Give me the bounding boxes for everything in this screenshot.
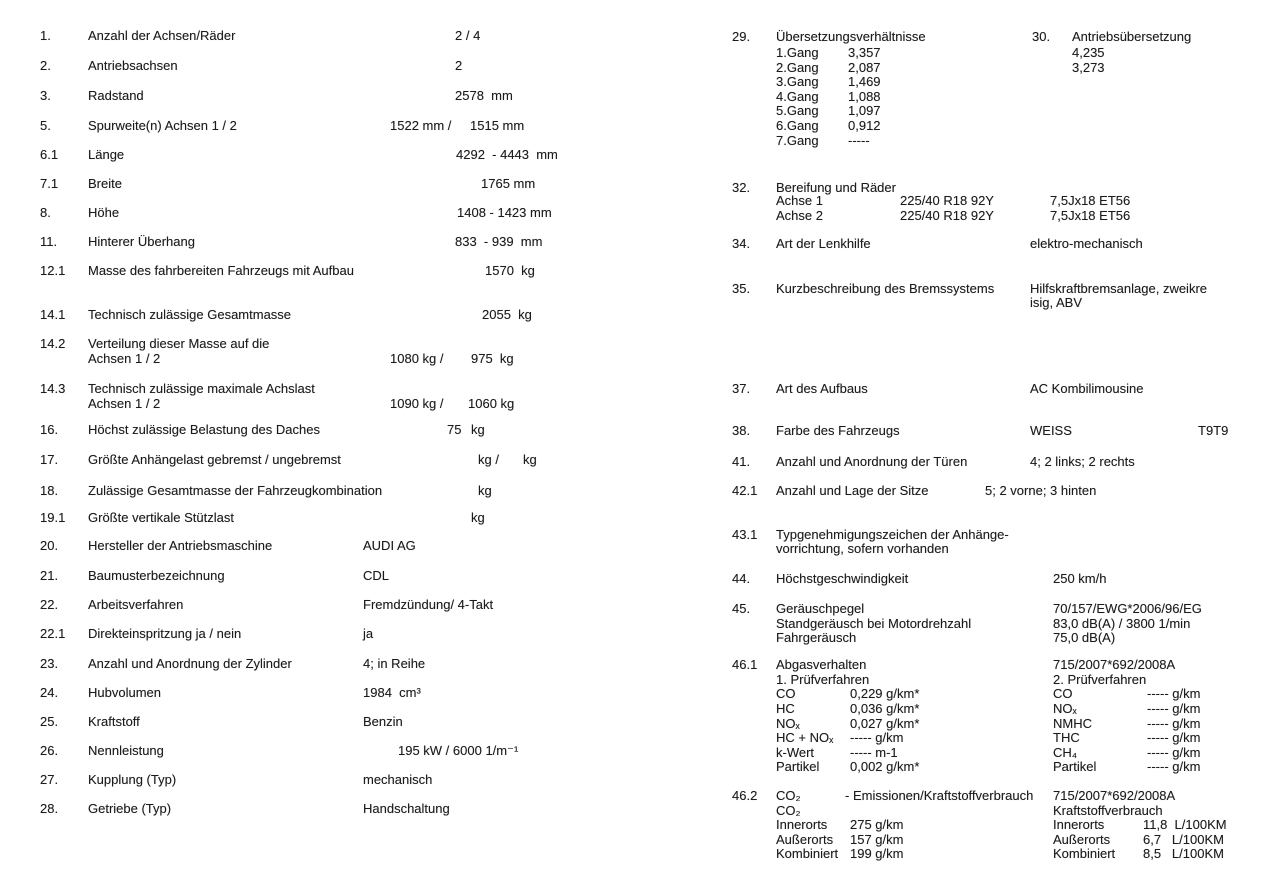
rim-spec: 7,5Jx18 ET56 (1050, 208, 1131, 223)
row-number: 41. (732, 454, 751, 469)
row-label: Kraftstoff (88, 714, 140, 729)
row-value: ja (363, 626, 374, 641)
co2-value: 157 g/km (850, 832, 904, 847)
emission-label: THC (1053, 730, 1080, 745)
row-value: Hilfskraftbremsanlage, zweikre (1030, 281, 1208, 296)
regulation-code: 715/2007*692/2008A (1053, 788, 1176, 803)
row-number: 7.1 (40, 176, 59, 191)
emission-label: NOₓ (776, 716, 800, 731)
row-label: Farbe des Fahrzeugs (776, 423, 900, 438)
row-number: 46.1 (732, 657, 758, 672)
emission-value: ----- g/km (1147, 745, 1201, 760)
row-value: 1522 mm / (390, 118, 452, 133)
gear-label: 5.Gang (776, 103, 819, 118)
row-value: CDL (363, 568, 390, 583)
row-label: Höchst zulässige Belastung des Daches (88, 422, 320, 437)
emission-value: 0,027 g/km* (850, 716, 920, 731)
row-label: Länge (88, 147, 125, 162)
row-label: Zulässige Gesamtmasse der Fahrzeugkombination (88, 483, 383, 498)
row-value: 75 (447, 422, 462, 437)
row-label: Verteilung dieser Masse auf die (88, 336, 270, 351)
row-label: Antriebsachsen (88, 58, 178, 73)
fuel-value: 11,8 L/100KM (1143, 817, 1227, 832)
row-label: Anzahl und Lage der Sitze (776, 483, 929, 498)
row-number: 42.1 (732, 483, 758, 498)
emission-label: HC + NOₓ (776, 730, 834, 745)
row-value: 250 km/h (1053, 571, 1107, 586)
co2-label: Innerorts (776, 817, 828, 832)
row-label: Typgenehmigungszeichen der Anhänge- (776, 527, 1009, 542)
row-number: 25. (40, 714, 59, 729)
row-label: Antriebsübersetzung (1072, 29, 1192, 44)
row-value: 833 - 939 mm (455, 234, 543, 249)
emission-value: ----- g/km (850, 730, 904, 745)
co2-value: 275 g/km (850, 817, 904, 832)
row-number: 46.2 (732, 788, 758, 803)
gear-value: ----- (848, 133, 870, 148)
colour-code: T9T9 (1198, 423, 1229, 438)
row-value: 2 (455, 58, 463, 73)
row-number: 32. (732, 180, 751, 195)
fuel-label: Innerorts (1053, 817, 1105, 832)
fuel-value: 8,5 L/100KM (1143, 846, 1224, 861)
row-value: kg (471, 510, 485, 525)
row-number: 2. (40, 58, 51, 73)
row-value: Fremdzündung/ 4-Takt (363, 597, 494, 612)
emission-value: ----- m-1 (850, 745, 898, 760)
co2-label: Kombiniert (776, 846, 839, 861)
emission-value: ----- g/km (1147, 730, 1201, 745)
rim-spec: 7,5Jx18 ET56 (1050, 193, 1131, 208)
test-col1-header: 1. Prüfverfahren (776, 672, 870, 687)
row-number: 21. (40, 568, 59, 583)
row-label: Nennleistung (88, 743, 164, 758)
row-label: Technisch zulässige maximale Achslast (88, 381, 315, 396)
axle-label: Achse 2 (776, 208, 823, 223)
row-label: Anzahl und Anordnung der Türen (776, 454, 968, 469)
emission-value: ----- g/km (1147, 686, 1201, 701)
row-label: Baumusterbezeichnung (88, 568, 225, 583)
emission-label: CH₄ (1053, 745, 1078, 760)
row-number: 22.1 (40, 626, 66, 641)
emission-label: NMHC (1053, 716, 1092, 731)
row-label: Breite (88, 176, 122, 191)
row-label: Direkteinspritzung ja / nein (88, 626, 242, 641)
emission-label: NOₓ (1053, 701, 1077, 716)
row-label: Radstand (88, 88, 144, 103)
row-value-2: kg (471, 422, 485, 437)
row-number: 11. (40, 234, 58, 249)
emission-label: CO (776, 686, 796, 701)
row-number: 17. (40, 452, 59, 467)
row-value: 1080 kg / (390, 351, 444, 366)
row-value: kg / (478, 452, 499, 467)
row-value: 4,235 (1072, 45, 1105, 60)
row-number: 20. (40, 538, 59, 553)
row-number: 43.1 (732, 527, 758, 542)
row-value-2: 3,273 (1072, 60, 1105, 75)
row-value-line2: isig, ABV (1030, 295, 1083, 310)
row-value: 5; 2 vorne; 3 hinten (985, 483, 1097, 498)
fuel-label: Kombiniert (1053, 846, 1116, 861)
emission-label: Partikel (1053, 759, 1097, 774)
row-value: kg (478, 483, 492, 498)
row-label: Größte Anhängelast gebremst / ungebremst (88, 452, 341, 467)
emission-value: 0,002 g/km* (850, 759, 920, 774)
row-value: WEISS (1030, 423, 1072, 438)
row-number: 5. (40, 118, 51, 133)
row-label: Masse des fahrbereiten Fahrzeugs mit Aufbau (88, 263, 354, 278)
row-label: Höhe (88, 205, 120, 220)
row-label: Technisch zulässige Gesamtmasse (88, 307, 292, 322)
row-value-2: kg (523, 452, 537, 467)
row-value: elektro-mechanisch (1030, 236, 1143, 251)
row-value: 4; 2 links; 2 rechts (1030, 454, 1135, 469)
row-value: 70/157/EWG*2006/96/EG (1053, 601, 1202, 616)
row-label: Getriebe (Typ) (88, 801, 172, 816)
row-label-cont: - Emissionen/Kraftstoffverbrauch (845, 788, 1034, 803)
row-value: 1408 - 1423 mm (457, 205, 552, 220)
row-value: 1570 kg (485, 263, 535, 278)
emission-label: k-Wert (776, 745, 815, 760)
row-value-line2: 83,0 dB(A) / 3800 1/min (1053, 616, 1191, 631)
row-number: 28. (40, 801, 59, 816)
row-value-2: 1060 kg (468, 396, 515, 411)
row-number: 37. (732, 381, 751, 396)
fuel-subheader: Kraftstoffverbrauch (1053, 803, 1163, 818)
row-number: 44. (732, 571, 751, 586)
emission-label: HC (776, 701, 795, 716)
row-value: mechanisch (363, 772, 433, 787)
row-value: 4292 - 4443 mm (456, 147, 558, 162)
row-value: 4; in Reihe (363, 656, 426, 671)
emission-value: 0,229 g/km* (850, 686, 920, 701)
row-label: Geräuschpegel (776, 601, 865, 616)
row-value-2: 1515 mm (470, 118, 525, 133)
row-value: 195 kW / 6000 1/m⁻¹ (398, 743, 519, 758)
row-label-line3: Fahrgeräusch (776, 630, 857, 645)
row-number: 38. (732, 423, 751, 438)
regulation-code: 715/2007*692/2008A (1053, 657, 1176, 672)
co2-value: 199 g/km (850, 846, 904, 861)
emission-value: ----- g/km (1147, 701, 1201, 716)
row-number: 29. (732, 29, 751, 44)
row-label-line2: vorrichtung, sofern vorhanden (776, 541, 949, 556)
gear-label: 1.Gang (776, 45, 819, 60)
tyre-spec: 225/40 R18 92Y (900, 193, 994, 208)
gear-label: 2.Gang (776, 60, 819, 75)
emission-label: Partikel (776, 759, 820, 774)
row-number: 1. (40, 28, 51, 43)
row-label: Hinterer Überhang (88, 234, 195, 249)
row-label: Art des Aufbaus (776, 381, 868, 396)
row-number: 23. (40, 656, 59, 671)
emission-value: 0,036 g/km* (850, 701, 920, 716)
row-label-line2: Standgeräusch bei Motordrehzahl (776, 616, 972, 631)
row-number: 8. (40, 205, 51, 220)
row-value: AC Kombilimousine (1030, 381, 1144, 396)
row-value-2: 975 kg (471, 351, 514, 366)
fuel-label: Außerorts (1053, 832, 1111, 847)
row-value: 2055 kg (482, 307, 532, 322)
row-label: Bereifung und Räder (776, 180, 896, 195)
row-number: 14.3 (40, 381, 66, 396)
row-number: 26. (40, 743, 59, 758)
row-number: 34. (732, 236, 751, 251)
gear-value: 1,469 (848, 74, 881, 89)
row-number: 22. (40, 597, 59, 612)
row-number: 14.1 (40, 307, 66, 322)
row-value: 1090 kg / (390, 396, 444, 411)
row-number: 24. (40, 685, 59, 700)
gear-value: 2,087 (848, 60, 881, 75)
row-label: Anzahl der Achsen/Räder (88, 28, 236, 43)
row-label: Art der Lenkhilfe (776, 236, 871, 251)
row-value: 1984 cm³ (363, 685, 421, 700)
row-number: 35. (732, 281, 751, 296)
gear-value: 1,097 (848, 103, 881, 118)
gear-value: 3,357 (848, 45, 881, 60)
test-col2-header: 2. Prüfverfahren (1053, 672, 1147, 687)
row-number: 3. (40, 88, 51, 103)
tyre-spec: 225/40 R18 92Y (900, 208, 994, 223)
row-label-line2: Achsen 1 / 2 (88, 396, 161, 411)
row-number: 19.1 (40, 510, 66, 525)
row-label: Arbeitsverfahren (88, 597, 184, 612)
row-value: 2 / 4 (455, 28, 481, 43)
gear-value: 1,088 (848, 89, 881, 104)
row-label: Hersteller der Antriebsmaschine (88, 538, 273, 553)
row-label: Anzahl und Anordnung der Zylinder (88, 656, 292, 671)
row-value: AUDI AG (363, 538, 416, 553)
row-label: Kurzbeschreibung des Bremssystems (776, 281, 995, 296)
row-number: 45. (732, 601, 751, 616)
co2-subheader: CO₂ (776, 803, 801, 818)
row-label: Abgasverhalten (776, 657, 867, 672)
row-label: Kupplung (Typ) (88, 772, 177, 787)
fuel-value: 6,7 L/100KM (1143, 832, 1224, 847)
row-label: Übersetzungsverhältnisse (776, 29, 926, 44)
emission-value: ----- g/km (1147, 716, 1201, 731)
gear-label: 6.Gang (776, 118, 819, 133)
row-number: 14.2 (40, 336, 66, 351)
row-value-line3: 75,0 dB(A) (1053, 630, 1116, 645)
row-number: 18. (40, 483, 59, 498)
row-label: Größte vertikale Stützlast (88, 510, 234, 525)
gear-label: 3.Gang (776, 74, 819, 89)
row-number: 27. (40, 772, 59, 787)
row-value: Handschaltung (363, 801, 450, 816)
row-value: 2578 mm (455, 88, 513, 103)
row-number: 6.1 (40, 147, 59, 162)
gear-label: 4.Gang (776, 89, 819, 104)
row-label: Höchstgeschwindigkeit (776, 571, 909, 586)
row-label: CO₂ (776, 788, 801, 803)
emission-label: CO (1053, 686, 1073, 701)
gear-value: 0,912 (848, 118, 881, 133)
emission-value: ----- g/km (1147, 759, 1201, 774)
co2-label: Außerorts (776, 832, 834, 847)
row-number: 12.1 (40, 263, 66, 278)
row-value: 1765 mm (481, 176, 536, 191)
row-label: Spurweite(n) Achsen 1 / 2 (88, 118, 237, 133)
gear-label: 7.Gang (776, 133, 819, 148)
row-number: 16. (40, 422, 59, 437)
row-label-line2: Achsen 1 / 2 (88, 351, 161, 366)
row-label: Hubvolumen (88, 685, 161, 700)
row-value: Benzin (363, 714, 403, 729)
axle-label: Achse 1 (776, 193, 823, 208)
row-number: 30. (1032, 29, 1051, 44)
